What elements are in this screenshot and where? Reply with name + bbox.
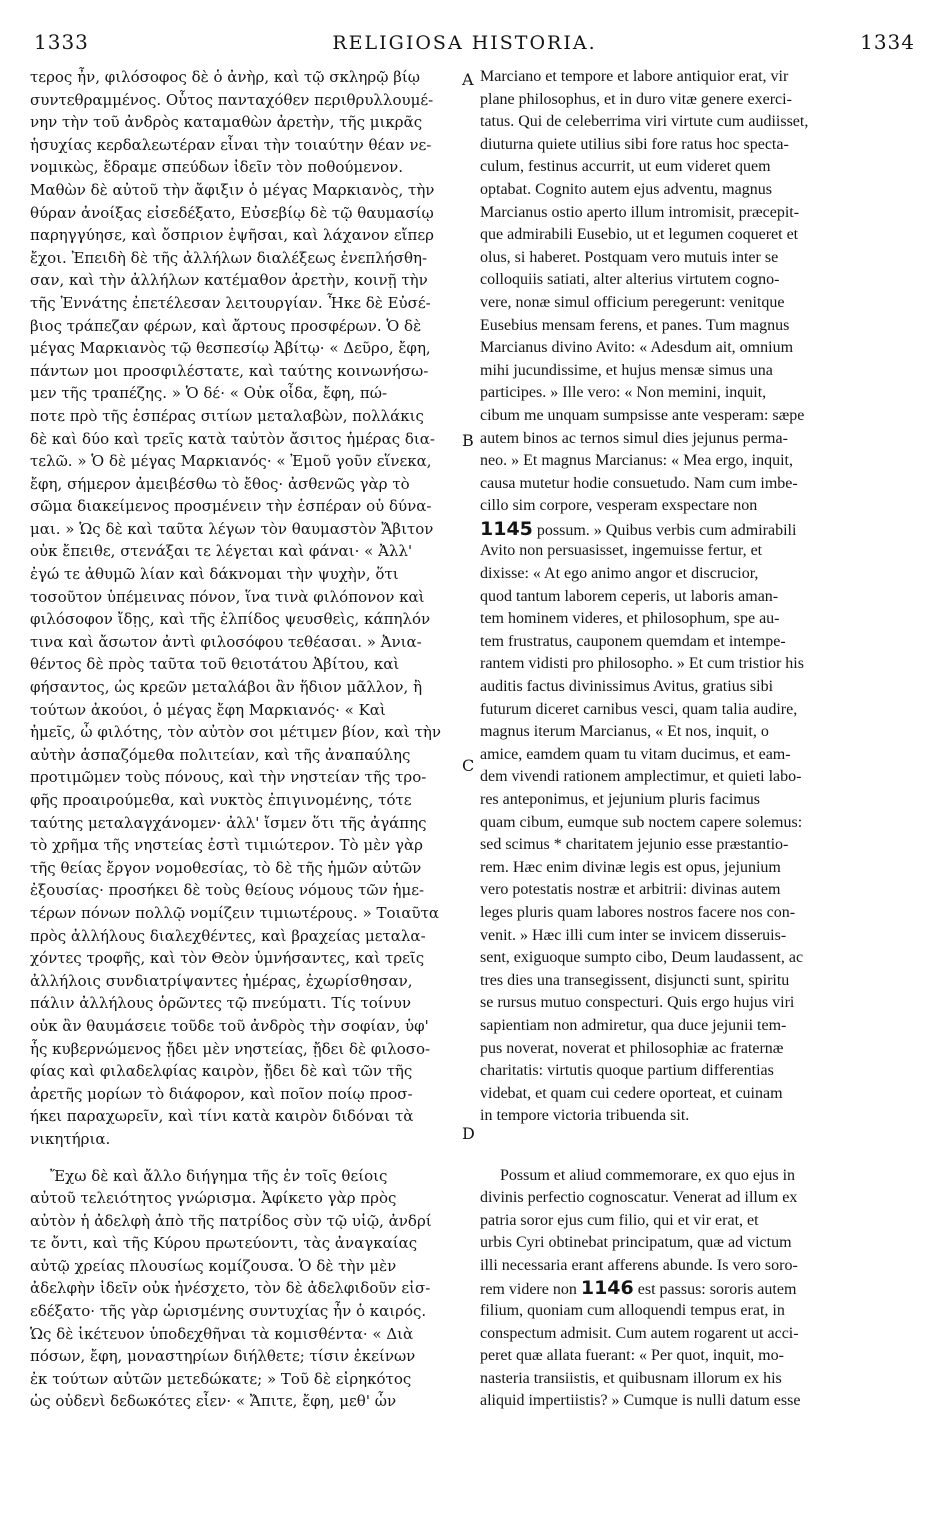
- greek-line: ταύτης μεταλαγχάνομεν· ἀλλ' ἴσμεν ὅτι τῆς ἀγάπης: [30, 813, 427, 832]
- latin-line-text: rem videre non: [480, 1281, 577, 1299]
- greek-line: ἡσυχίας κερδαλεωτέραν εἶναι τὴν τοιαύτην θέαν νε-: [30, 135, 432, 154]
- greek-line: τερος ἦν, φιλόσοφος δὲ ὁ ἀνὴρ, καὶ τῷ σκληρῷ βίῳ: [30, 68, 421, 86]
- greek-line: ἡμεῖς, ὦ φιλότης, τὸν αὐτὸν σοι μέτιμεν βίον, καὶ τὴν: [30, 723, 441, 742]
- greek-line: τινα καὶ ἄσωτον ἀντὶ φιλοσόφου τεθέασαι. » Ἀνια-: [30, 632, 422, 651]
- greek-line: ἐκ τούτων αὐτῶν μετεδώκατε; » Τοῦ δὲ εἰρηκότος: [30, 1369, 412, 1388]
- greek-line: πάντων μοι προσφιλέστατε, καὶ ταύτης κοινωνήσω-: [30, 361, 429, 380]
- column-number-1146: 1146: [580, 1277, 634, 1300]
- latin-line: charitatis: virtutis quoque partium differentias: [480, 1062, 774, 1080]
- greek-line: ἧς κυβερνώμενος ᾔδει μὲν νηστείας, ᾔδει δὲ φιλοσο-: [30, 1039, 431, 1058]
- greek-line: τῆς Ἐννάτης ἐπετέλεσαν λειτουργίαν. Ἧκε δὲ Εὐσέ-: [30, 293, 431, 312]
- greek-line: χόντες τροφῆς, καὶ τὸν Θεὸν ὑμνήσαντες, καὶ τρεῖς: [30, 949, 425, 968]
- paragraph-gap: [30, 1151, 462, 1165]
- latin-line: mihi jucundissime, et hujus mensæ simus una: [480, 361, 773, 379]
- latin-line: dem vivendi rationem amplectimur, et quieti labo-: [480, 768, 802, 786]
- latin-line: pus noverat, noverat et philosophiæ ac fraternæ: [480, 1039, 784, 1057]
- running-title: RELIGIOSA HISTORIA.: [332, 32, 597, 54]
- greek-line: φιλόσοφον ἴδῃς, καὶ τῆς ἐλπίδος ψευσθεὶς, κάπηλόν: [30, 610, 431, 629]
- greek-line: ἀλλήλοις συνδιατρίψαντες ἡμέρας, ἐχωρίσθησαν,: [30, 971, 413, 990]
- latin-line: res anteponimus, et jejunium pluris facimus: [480, 791, 760, 808]
- latin-line: se rursus mutuo conspecturi. Quis ergo hujus viri: [480, 994, 795, 1012]
- greek-line: ποτε πρὸ τῆς ἑσπέρας σιτίων μεταλαβὼν, πολλάκις: [30, 406, 424, 425]
- left-page-number: 1333: [34, 30, 89, 54]
- greek-line: μέγας Μαρκιανὸς τῷ θεσπεσίῳ Ἀβίτῳ· « Δεῦρο, ἔφη,: [30, 339, 431, 358]
- greek-line: Ἔχω δὲ καὶ ἄλλο διήγημα τῆς ἐν τοῖς θείοις: [50, 1166, 388, 1185]
- latin-line: urbis Cyri obtinebat principatum, quæ ad victum: [480, 1234, 792, 1252]
- latin-line: cibum me unquam sumpsisse ante vesperam: sæpe: [480, 406, 805, 424]
- latin-line: sent, exiguoque sumpto cibo, Deum laudassent, ac: [480, 949, 804, 967]
- latin-line: vero potestatis nostræ et arbitrii: divinas autem: [480, 881, 781, 899]
- latin-column: [480, 66, 900, 1413]
- latin-line: videbat, et quam cui cedere oporteat, et cuinam: [480, 1084, 783, 1102]
- latin-line: venit. » Hæc illi cum inter se invicem disseruis-: [480, 926, 787, 944]
- latin-line: tatus. Qui de celeberrima viri virtute cum audiisset,: [480, 113, 809, 131]
- latin-line: vere, nonæ simul officium peregerunt: venitque: [480, 293, 785, 311]
- latin-line: peret quæ allata fuerant: « Per quot, inquit, mo-: [480, 1347, 784, 1365]
- greek-line: ἔχοι. Ἐπειδὴ δὲ τῆς ἀλλήλων διαλέξεως ἐνεπλήσθη-: [30, 248, 428, 267]
- greek-line: βιος τράπεζαν φέρων, καὶ ἄρτους προσφέρων. Ὁ δὲ: [30, 316, 422, 335]
- greek-line: πόσων, ἔφη, μοναστηρίων διήλθετε; τίσιν ἐκείνων: [30, 1347, 416, 1366]
- latin-line: tres dies una transegissent, disjuncti sunt, spiritu: [480, 971, 790, 989]
- greek-line: θέντος δὲ πρὸς ταῦτα τοῦ θειοτάτου Ἀβίτου, καὶ: [30, 655, 400, 674]
- latin-line: tem frustratus, cauponem quemdam et intempe-: [480, 632, 786, 650]
- greek-line: φήσαντος, ὡς κρεῶν μεταλάβοι ἂν ἥδιον μᾶλλον, ἢ: [30, 678, 423, 697]
- latin-line: olus, si haberet. Postquam vero mutuis inter se: [480, 248, 779, 266]
- greek-line: μαι. » Ὡς δὲ καὶ ταῦτα λέγων τὸν θαυμαστὸν Ἄβιτον: [30, 519, 434, 538]
- greek-line: παρηγγύησε, καὶ ὄσπριον ἑψῆσαι, καὶ λάχανον εἴπερ: [30, 226, 435, 245]
- latin-line: Avito non persuasisset, ingemuisse fertur, et: [480, 542, 763, 560]
- section-marker-d: D: [462, 1124, 475, 1143]
- latin-line: rem. Hæc enim divinæ legis est opus, jejunium: [480, 858, 781, 876]
- greek-line: οὐκ ἔπειθε, στενάξαι τε λέγεται καὶ φάναι· « Ἀλλ': [30, 542, 413, 561]
- greek-line: ἀρετῆς μορίων τὸ διάφορον, καὶ ποῖον ποίῳ προσ-: [30, 1084, 413, 1103]
- latin-line: dixisse: « At ego animo angor et discrucior,: [480, 565, 759, 583]
- latin-line: rantem vidisti pro philosopho. » Et cum tristior his: [480, 655, 804, 673]
- latin-line: causa mutetur hodie consuetudo. Nam cum imbe-: [480, 474, 798, 492]
- latin-line: [480, 1277, 900, 1300]
- latin-line: tem hominem videres, et philosophum, spe au-: [480, 610, 780, 628]
- greek-line: φῆς προαιρούμεθα, καὶ νυκτὸς ἐπιγινομένης, τότε: [30, 791, 412, 809]
- greek-line: τελῶ. » Ὁ δὲ μέγας Μαρκιανός· « Ἐμοῦ γοῦν εἵνεκα,: [30, 452, 432, 471]
- greek-line: πάλιν ἀλλήλους ὁρῶντες τῷ πνεύματι. Τίς τοίνυν: [30, 994, 412, 1013]
- column-number-1145: 1145: [480, 517, 533, 540]
- paragraph-gap: [480, 1151, 900, 1165]
- greek-line: δὲ καὶ δύο καὶ τρεῖς κατὰ ταὐτὸν ἄσιτος ἡμέρας δια-: [30, 429, 435, 448]
- greek-line: φίας καὶ φιλαδελφίας καιρὸν, ᾔδει δὲ καὶ τῶν τῆς: [30, 1062, 413, 1081]
- latin-line-text: est passus: sororis autem: [637, 1281, 797, 1299]
- latin-line: futurum diceret carnibus vesci, quam talia audire,: [480, 700, 798, 718]
- latin-line: Eusebius mensam ferens, et panes. Tum magnus: [480, 316, 790, 334]
- greek-line: μεν τῆς τραπέζης. » Ὁ δέ· « Οὐκ οἶδα, ἔφη, πώ-: [30, 384, 388, 403]
- latin-line: sapientiam non admiretur, qua duce jejunii tem-: [480, 1016, 787, 1034]
- latin-line-text: possum. » Quibus verbis cum admirabili: [536, 521, 797, 539]
- greek-line: νην τὴν τοῦ ἀνδρὸς καταμαθὼν ἀρετὴν, τῆς μικρᾶς: [30, 113, 423, 132]
- blank-line: [480, 1128, 900, 1151]
- greek-line: συντεθραμμένος. Οὗτος πανταχόθεν περιθρυλλουμέ-: [30, 90, 434, 109]
- latin-line: participes. » Ille vero: « Non memini, inquit,: [480, 384, 767, 402]
- greek-line: αὐτὸν ἡ ἀδελφὴ ἀπὸ τῆς πατρίδος σὺν τῷ υἱῷ, ἀνδρί: [30, 1211, 432, 1230]
- latin-line: autem binos ac ternos simul dies jejunus perma-: [480, 429, 788, 447]
- greek-line: αὐτὴν ἀσπαζόμεθα πολιτείαν, καὶ τῆς ἀναπαύλης: [30, 745, 411, 764]
- greek-line: τὸ χρῆμα τῆς νηστείας ἐστὶ τιμιώτερον. Τὸ μὲν γὰρ: [30, 836, 423, 855]
- latin-line: patria soror ejus cum filio, qui et vir erat, et: [480, 1211, 759, 1229]
- latin-line: quod tantum laborem ceperis, ut laboris aman-: [480, 587, 779, 605]
- greek-line: ἔφη, σήμερον ἀμειβέσθω τὸ ἔθος· ἀσθενῶς γὰρ τὸ: [30, 474, 410, 493]
- greek-line: εδέξατο· τῆς γὰρ ὡρισμένης συντυχίας ἦν ὁ καιρός.: [30, 1302, 427, 1321]
- greek-line: ὡς οὐδενὶ δεδωκότες εἶεν· « Ἄπιτε, ἔφη, μεθ' ὧν: [30, 1392, 397, 1411]
- latin-line: cillo sim corpore, vesperam exspectare non: [480, 497, 758, 515]
- latin-line: plane philosophus, et in duro vitæ genere exerci-: [480, 90, 792, 108]
- latin-line: Marcianus divino Avito: « Adesdum ait, omnium: [480, 339, 794, 357]
- latin-line: Possum et aliud commemorare, ex quo ejus in: [500, 1166, 796, 1184]
- greek-line: ἀδελφὴν ἰδεῖν οὐκ ἠνέσχετο, τὸν δὲ ἀδελφιδοῦν εἰσ-: [30, 1279, 431, 1298]
- greek-line: τε ὄντι, καὶ τῆς Κύρου πρωτεύοντι, τὰς ἀναγκαίας: [30, 1234, 418, 1253]
- section-marker-a: A: [462, 70, 474, 89]
- greek-line: νικητήρια.: [30, 1129, 111, 1148]
- greek-line: ἐξουσίας· προσήκει δὲ τοὺς θείους νόμους τῶν ἡμε-: [30, 881, 425, 900]
- latin-line: illi necessaria erant afferens abunde. Is vero soro-: [480, 1256, 798, 1274]
- greek-line: αὐτοῦ τελειότητος γνώρισμα. Ἀφίκετο γὰρ πρὸς: [30, 1189, 397, 1208]
- latin-line: auditis factus divinissimus Avitus, gratius sibi: [480, 678, 774, 696]
- greek-line: προτιμῶμεν τοὺς πόνους, καὶ τὴν νηστείαν τῆς τρο-: [30, 768, 427, 787]
- greek-line: αὐτῷ χρείας πλουσίως κομίζουσα. Ὁ δὲ τὴν μὲν: [30, 1256, 397, 1275]
- latin-line: aliquid impertiistis? » Cumque is nulli datum esse: [480, 1392, 801, 1410]
- latin-line: in tempore victoria tribuenda sit.: [480, 1107, 690, 1125]
- greek-line: Ὡς δὲ ἱκέτευον ὑποδεχθῆναι τὰ κομισθέντα· « Διὰ: [30, 1324, 414, 1343]
- latin-line: Marcianus ostio aperto illum intromisit, præcepit-: [480, 203, 800, 221]
- greek-line: τέρων πόνων πολλῷ νομίζειν τιμιωτέρους. » Τοιαῦτα: [30, 903, 440, 922]
- greek-line: νομικὼς, ἔδραμε σπεύδων ἰδεῖν τὸν ποθούμενον.: [30, 158, 404, 177]
- greek-line: θύραν ἀνοίξας εἰσεδέξατο, Εὐσεβίῳ δὲ τῷ θαυμασίῳ: [30, 203, 434, 222]
- latin-line: amice, eamdem quam tu vitam ducimus, et eam-: [480, 745, 791, 763]
- greek-line: τῆς θείας ἔργον νομοθεσίας, τὸ δὲ τῆς ἡμῶν αὐτῶν: [30, 858, 422, 877]
- greek-line: ἐγώ τε ἀθυμῶ λίαν καὶ δάκνομαι τὴν ψυχὴν, ὅτι: [30, 565, 399, 584]
- greek-line: τούτων ἀκούοι, ὁ μέγας ἔφη Μαρκιανός· « Καὶ: [30, 700, 386, 719]
- greek-line: σαν, καὶ τὴν ἀλλήλων κατέμαθον ἀρετὴν, κοινῇ τὴν: [30, 271, 428, 290]
- greek-line: σῶμα διακείμενος προσμένειν τὴν ἑσπέραν οὐ δύνα-: [30, 497, 432, 516]
- greek-line: πρὸς ἀλλήλους διαλεχθέντες, καὶ βραχείας μεταλα-: [30, 926, 426, 945]
- latin-line: culum, festinus accurrit, ut eum videret quem: [480, 158, 771, 176]
- latin-line: magnus iterum Marcianus, « Et nos, inquit, o: [480, 723, 769, 741]
- latin-line: leges pluris quam labores nostros facere nos con-: [480, 903, 796, 921]
- latin-line: neo. » Et magnus Marcianus: « Mea ergo, inquit,: [480, 452, 793, 470]
- latin-line: filium, quoniam cum alloquendi tempus erat, in: [480, 1302, 785, 1320]
- latin-line: [480, 518, 900, 541]
- latin-line: que admirabili Eusebio, ut et legumen coqueret et: [480, 226, 799, 244]
- section-marker-c: C: [462, 756, 475, 775]
- latin-line: divinis perfectio cognoscatur. Venerat ad illum ex: [480, 1189, 798, 1207]
- greek-line: τοσοῦτον ὑπέμεινας πόνον, ἵνα τινὰ φιλόπονον καὶ: [30, 587, 425, 606]
- greek-column: [30, 66, 462, 1413]
- greek-line: Μαθὼν δὲ αὐτοῦ τὴν ἄφιξιν ὁ μέγας Μαρκιανὸς, τὴν: [30, 180, 435, 199]
- latin-line: optabat. Cognito autem ejus adventu, magnus: [480, 180, 772, 198]
- right-page-number: 1334: [860, 30, 915, 54]
- latin-line: colloquiis satiati, alter alterius virtutem cogno-: [480, 271, 780, 289]
- latin-line: sed scimus * charitatem jejunio esse præstantio-: [480, 836, 789, 854]
- latin-line: nasteria transiistis, et quibusnam illorum ex his: [480, 1369, 782, 1387]
- latin-line: Marciano et tempore et labore antiquior erat, vir: [480, 68, 789, 85]
- greek-line: οὐκ ἂν θαυμάσειε τοῦδε τοῦ ἀνδρὸς τὴν σοφίαν, ὑφ': [30, 1016, 429, 1035]
- latin-line: conspectum admisit. Cum autem rogarent ut acci-: [480, 1324, 799, 1342]
- greek-line: ήκει παραχωρεῖν, καὶ τίνι κατὰ καιρὸν διδόναι τὰ: [30, 1107, 414, 1126]
- latin-line: diuturna quiete utilius sibi fore ratus hoc specta-: [480, 135, 789, 153]
- section-marker-b: B: [462, 431, 474, 450]
- latin-line: quam cibum, eumque sub noctem capere solemus:: [480, 813, 803, 831]
